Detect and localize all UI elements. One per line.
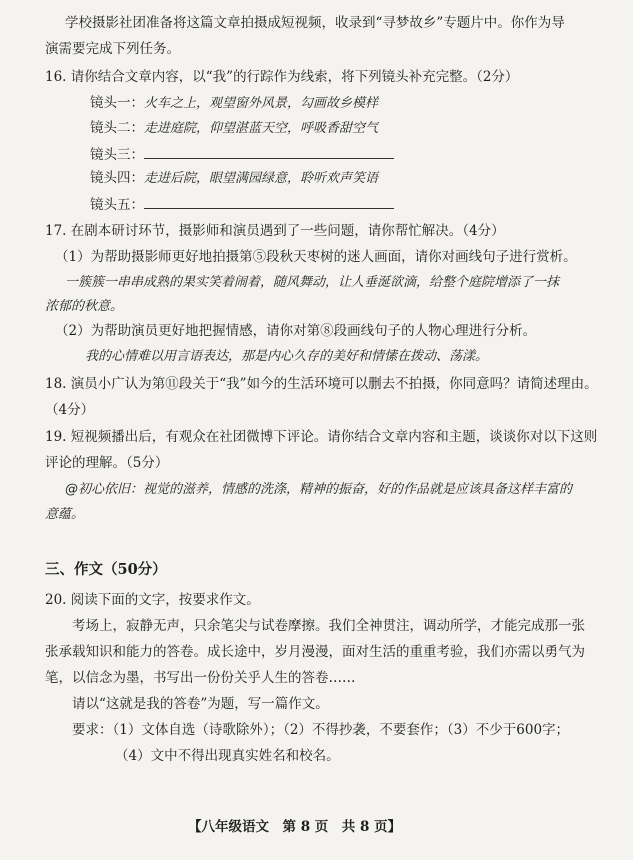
q19-comment-line-2: 意蕴。 (45, 507, 85, 522)
section-3-title: 三、作文（50分） (45, 561, 167, 578)
q18-line-1: 18. 演员小广认为第⑪段关于“我”如今的生活环境可以删去不拍摄，你同意吗？请简述理由。 (45, 376, 598, 392)
shot-label: 镜头四： (90, 170, 144, 186)
q16-shot-3 (90, 144, 394, 164)
q16-shot-5 (90, 194, 394, 214)
q16-shot-1 (90, 94, 378, 113)
q20-para-2: 张承载知识和能力的答卷。成长途中，岁月漫漫，面对生活的重重考验，我们亦需以勇气为 (45, 644, 585, 660)
shot-label: 镜头二： (90, 120, 144, 136)
q16-prompt: 16. 请你结合文章内容，以“我”的行踪作为线索，将下列镜头补充完整。（2分） (45, 69, 519, 85)
q18-line-2: （4分） (45, 402, 95, 418)
q19-line-1: 19. 短视频播出后，有观众在社团微博下评论。请你结合文章内容和主题，谈谈你对以下这则 (45, 429, 598, 445)
shot-text: 走进后院，眼望满园绿意，聆听欢声笑语 (144, 171, 379, 186)
q17-answer-1-line-2: 浓郁的秋意。 (45, 299, 124, 314)
shot-text: 火车之上，观望窗外风景，勾画故乡模样 (144, 96, 379, 111)
page-footer: 【八年级语文 第 8 页 共 8 页】 (188, 819, 402, 835)
q20-para-3: 笔，以信念为墨，书写出一份份关乎人生的答卷…… (45, 670, 356, 686)
shot-text: 走进庭院，仰望湛蓝天空，呼吸香甜空气 (144, 121, 379, 136)
q20-req-1: 要求：（1）文体自选（诗歌除外）；（2）不得抄袭，不要套作；（3）不少于600字； (72, 722, 570, 738)
q17-part-2: （2）为帮助演员更好地把握情感，请你对第⑧段画线句子的人物心理进行分析。 (55, 323, 537, 339)
intro-line-1: 学校摄影社团准备将这篇文章拍摄成短视频，收录到“寻梦故乡”专题片中。你作为导 (65, 15, 565, 31)
intro-line-2: 演需要完成下列任务。 (45, 41, 180, 57)
q17-part-1: （1）为帮助摄影师更好地拍摄第⑤段秋天枣树的迷人画面，请你对画线句子进行赏析。 (55, 249, 577, 265)
q20-task: 请以“这就是我的答卷”为题，写一篇作文。 (72, 696, 329, 712)
answer-blank[interactable] (144, 194, 394, 209)
q17-answer-2: 我的心情难以用言语表达，那是内心久存的美好和情愫在拨动、荡漾。 (85, 349, 489, 364)
answer-blank[interactable] (144, 144, 394, 159)
q16-shot-4 (90, 169, 378, 188)
q19-comment-line-1: @初心依旧：视觉的滋养，情感的洗涤，精神的振奋，好的作品就是应该具备这样丰富的 (65, 482, 573, 497)
q19-line-2: 评论的理解。（5分） (45, 455, 169, 471)
q16-shot-2 (90, 119, 378, 138)
q17-answer-1-line-1: 一簇簇一串串成熟的果实笑着闹着，随风舞动，让人垂涎欲滴，给整个庭院增添了一抹 (65, 275, 560, 290)
shot-label: 镜头五： (90, 197, 144, 213)
q20-para-1: 考场上，寂静无声，只余笔尖与试卷摩擦。我们全神贯注，调动所学，才能完成那一张 (72, 618, 585, 634)
q20-prompt: 20. 阅读下面的文字，按要求作文。 (45, 592, 260, 608)
q20-req-2: （4）文中不得出现真实姓名和校名。 (115, 748, 340, 764)
shot-label: 镜头三： (90, 147, 144, 163)
shot-label: 镜头一： (90, 95, 144, 111)
q17-prompt: 17. 在剧本研讨环节，摄影师和演员遇到了一些问题，请你帮忙解决。（4分） (45, 223, 505, 239)
